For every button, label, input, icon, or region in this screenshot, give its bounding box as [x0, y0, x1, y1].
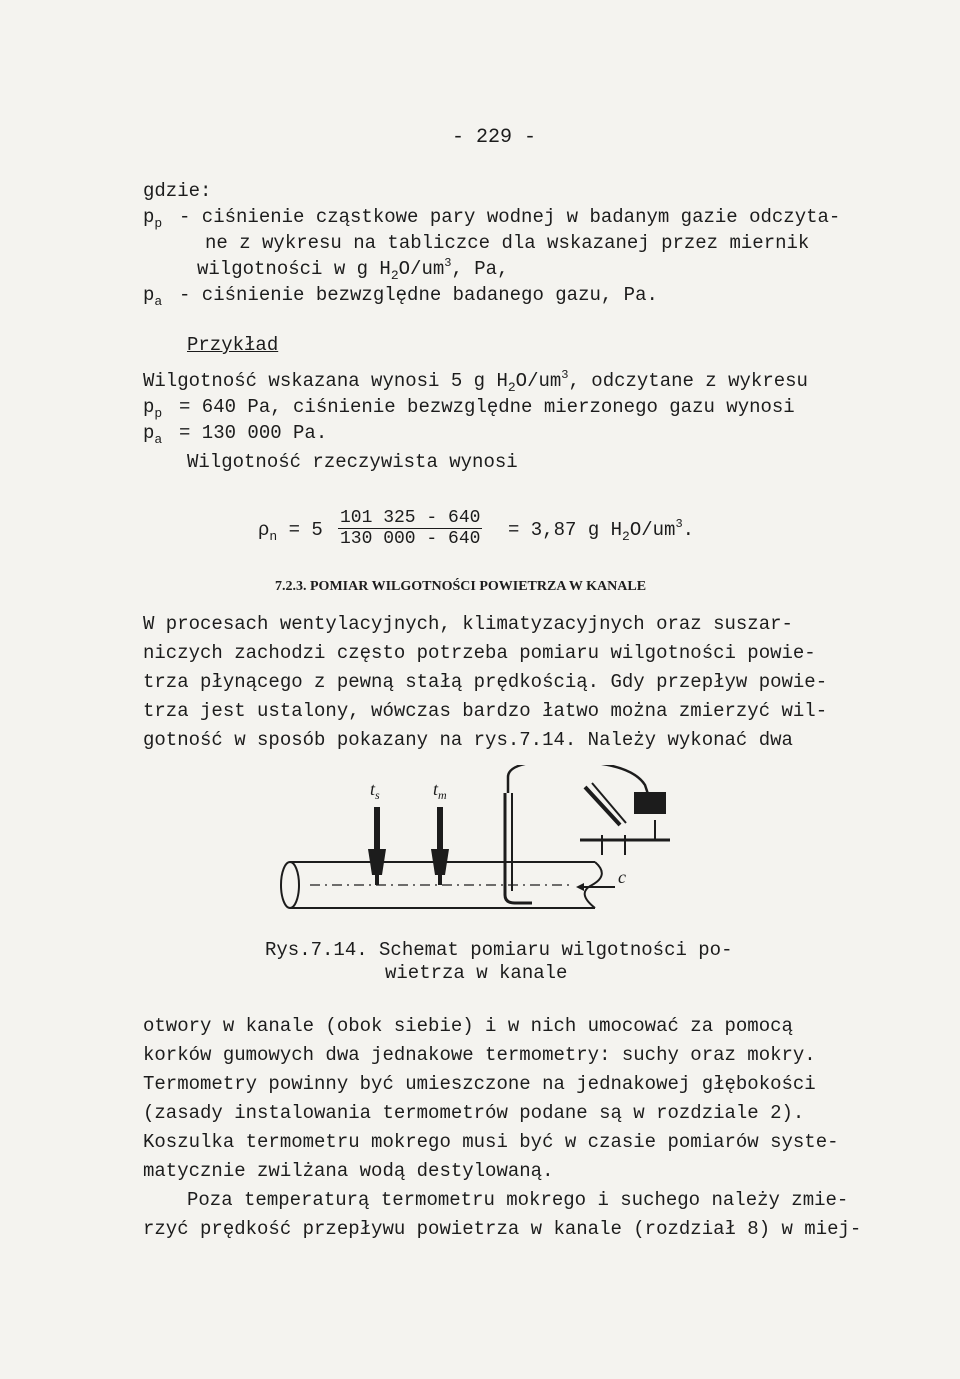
pa-definition-line: - ciśnienie bezwzględne badanego gazu, Pa. — [179, 284, 658, 306]
paragraph-line: (zasady instalowania termometrów podane są w rozdziale 2). — [143, 1102, 805, 1124]
pp-symbol: $p_p$ — [143, 396, 163, 421]
paragraph-line: matycznie zwilżana wodą destylowaną. — [143, 1160, 554, 1182]
flow-velocity-label: c — [618, 867, 626, 887]
figure-caption — [265, 939, 732, 985]
paragraph-line: Poza temperaturą termometru mokrego i suchego należy zmie- — [187, 1189, 849, 1211]
example-line: = 640 Pa, ciśnienie bezwzględne mierzonego gazu wynosi — [179, 396, 795, 418]
section-paragraph — [143, 610, 827, 755]
paragraph-3 — [143, 1186, 861, 1244]
formula-rhs: = 3,87 g $H_2O/um^3$. — [508, 517, 695, 544]
example-line: Wilgotność rzeczywista wynosi — [187, 451, 518, 473]
pitot-tube-icon — [505, 765, 650, 903]
paragraph-line: trza płynącego z pewną stałą prędkością. Gdy przepływ powie- — [143, 671, 828, 693]
page-number: - 229 - — [452, 126, 537, 149]
where-label: gdzie: — [143, 180, 212, 202]
paragraph-2 — [143, 1012, 839, 1186]
pp-symbol: $p_p$ — [143, 206, 163, 231]
paragraph-line: trza jest ustalony, wówczas bardzo łatwo można zmierzyć wil- — [143, 700, 828, 722]
paragraph-line: korków gumowych dwa jednakowe termometry: suchy oraz mokry. — [143, 1044, 816, 1066]
pa-symbol: $p_a$ — [143, 284, 163, 309]
example-line: = 130 000 Pa. — [179, 422, 328, 444]
caption-line: Rys.7.14. Schemat pomiaru wilgotności po- — [265, 939, 733, 961]
pa-symbol: $p_a$ — [143, 422, 163, 447]
manometer-icon — [580, 783, 670, 855]
example-title: Przykład — [187, 334, 279, 356]
paragraph-line: Termometry powinny być umieszczone na jednakowej głębokości — [143, 1073, 816, 1095]
paragraph-line: Koszulka termometru mokrego musi być w czasie pomiarów syste- — [143, 1131, 839, 1153]
paragraph-line: rzyć prędkość przepływu powietrza w kanale (rozdział 8) w miej- — [143, 1218, 862, 1240]
formula-fraction — [338, 508, 482, 549]
paragraph-line: niczych zachodzi często potrzeba pomiaru wilgotności powie- — [143, 642, 816, 664]
formula-numerator: 101 325 - 640 — [340, 508, 481, 528]
wet-thermometer-icon — [431, 807, 449, 885]
example-line: Wilgotność wskazana wynosi 5 g $H_2O/um^3$, odczytane z wykresu — [143, 368, 808, 395]
pp-definition-line: ne z wykresu na tabliczce dla wskazanej przez miernik — [205, 232, 810, 254]
formula-lhs: $\rho_n = 5$ — [258, 519, 323, 544]
dry-thermometer-label: $t_s$ — [370, 779, 380, 802]
pp-definition-line: wilgotności w g $H_2O/um^3$, Pa, — [197, 256, 509, 283]
section-heading: 7.2.3. POMIAR WILGOTNOŚCI POWIETRZA W KANALE — [275, 579, 647, 594]
formula-denominator: 130 000 - 640 — [340, 529, 481, 549]
wet-thermometer-label: $t_m$ — [433, 779, 447, 802]
paragraph-line: gotność w sposób pokazany na rys.7.14. Należy wykonać dwa — [143, 729, 793, 751]
dry-thermometer-icon — [368, 807, 386, 885]
paragraph-line: W procesach wentylacyjnych, klimatyzacyjnych oraz suszar- — [143, 613, 793, 635]
duct-measurement-figure — [270, 765, 670, 935]
caption-line: wietrza w kanale — [385, 962, 568, 984]
paragraph-line: otwory w kanale (obok siebie) i w nich umocować za pomocą — [143, 1015, 793, 1037]
pp-definition-line: - ciśnienie cząstkowe pary wodnej w badanym gazie odczyta- — [179, 206, 841, 228]
